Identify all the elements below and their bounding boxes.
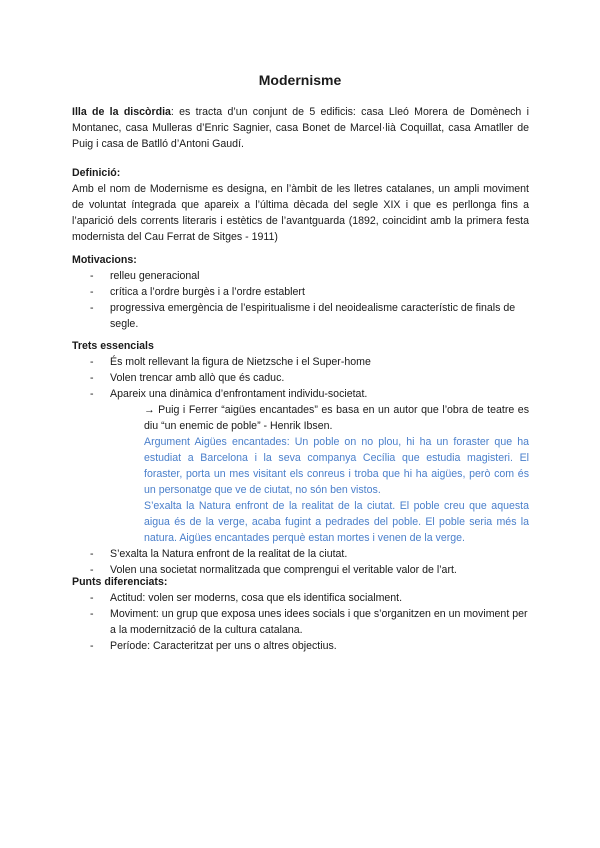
list-item: - Apareix una dinàmica d’enfrontament individu-societat. (90, 388, 368, 400)
list-dash: - (90, 592, 94, 604)
list-dash: - (90, 286, 94, 298)
trets-subnotes (72, 402, 529, 546)
list-item: - Actitud: volen ser moderns, cosa que els identifica socialment. (90, 592, 403, 604)
list-item: - Període: Caracteritzat per uns o altres objectius. (90, 640, 337, 652)
list-dash: - (90, 640, 94, 652)
definicio-text: Amb el nom de Modernisme es designa, en l’àmbit de les lletres catalanes, un ampli moviment de voluntat íntegrada que apareix a l’última dècada del segle XIX i que es perllonga fins a l’aparició dels corrents literaris i estètics de l’avantguarda (1892, coincidint amb la primera festa modernista del Cau Ferrat de Sitges - 1911) (72, 183, 529, 243)
definicio-heading: Definició: (72, 167, 121, 179)
list-item: - És molt rellevant la figura de Nietzsche i el Super-home (90, 356, 371, 368)
list-item: - progressiva emergència de l’espiritualisme i del neoidealisme característic de finals de segle. (90, 302, 516, 330)
motivacions-section (72, 252, 529, 332)
motivacions-heading: Motivacions: (72, 254, 137, 266)
list-item: - S’exalta la Natura enfront de la realitat de la ciutat. (90, 548, 348, 560)
intro-text: : es tracta d’un conjunt de 5 edificis: casa Lleó Morera de Domènech i Montanec, casa Mulleras d’Enric Sagnier, casa Bonet de Marcel·lià Coquillat, casa Amatller de Puig i casa de Batlló d’Antoni Gaudí. (72, 106, 529, 150)
list-item: - crítica a l’ordre burgès i a l’ordre establert (90, 286, 305, 298)
argument-note: Argument Aigües encantades: Un poble on no plou, hi ha un foraster que ha estudiat a Barcelona i la seva companya Cecília que estudia magisteri. El foraster, porta un mes visitant els conreus i troba que hi ha aigües, però com és un personatge que ve de ciutat, no són ben vistos. (144, 436, 529, 496)
list-item: - Moviment: un grup que exposa unes idees socials i que s’organitzen en un moviment per a la modernització de la cultura catalana. (90, 608, 528, 636)
list-item: - Volen una societat normalitzada que comprengui el veritable valor de l’art. (90, 564, 457, 576)
list-dash: - (90, 388, 94, 400)
intro-paragraph (72, 104, 529, 152)
page-title: Modernisme (258, 72, 342, 88)
natura-note: S’exalta la Natura enfront de la realitat de la ciutat. El poble creu que aquesta aigua és de la verge, acaba fugint a pedrades del poble. El poble seria més la natura. Aigües encantades perquè estan mortes i venen de la verge. (144, 500, 529, 544)
list-item: - relleu generacional (90, 270, 200, 282)
list-dash: - (90, 356, 94, 368)
trets-heading: Trets essencials (72, 340, 154, 352)
trets-list (72, 354, 529, 402)
list-dash: - (90, 270, 94, 282)
definicio-section (72, 165, 529, 245)
punts-section (72, 574, 529, 654)
list-dash: - (90, 372, 94, 384)
list-dash: - (90, 548, 94, 560)
intro-term: Illa de la discòrdia (72, 106, 171, 118)
trets-section (72, 338, 529, 578)
list-item: - Volen trencar amb allò que és caduc. (90, 372, 285, 384)
ibsen-note: → Puig i Ferrer “aigües encantades” es basa en un autor que l’obra de teatre es diu “un enemic de poble” - Henrik Ibsen. (144, 404, 529, 432)
motivacions-list (72, 268, 529, 332)
punts-list (72, 590, 529, 654)
list-dash: - (90, 564, 94, 576)
punts-heading: Punts diferenciats: (72, 576, 168, 588)
list-dash: - (90, 608, 94, 620)
list-dash: - (90, 302, 94, 314)
